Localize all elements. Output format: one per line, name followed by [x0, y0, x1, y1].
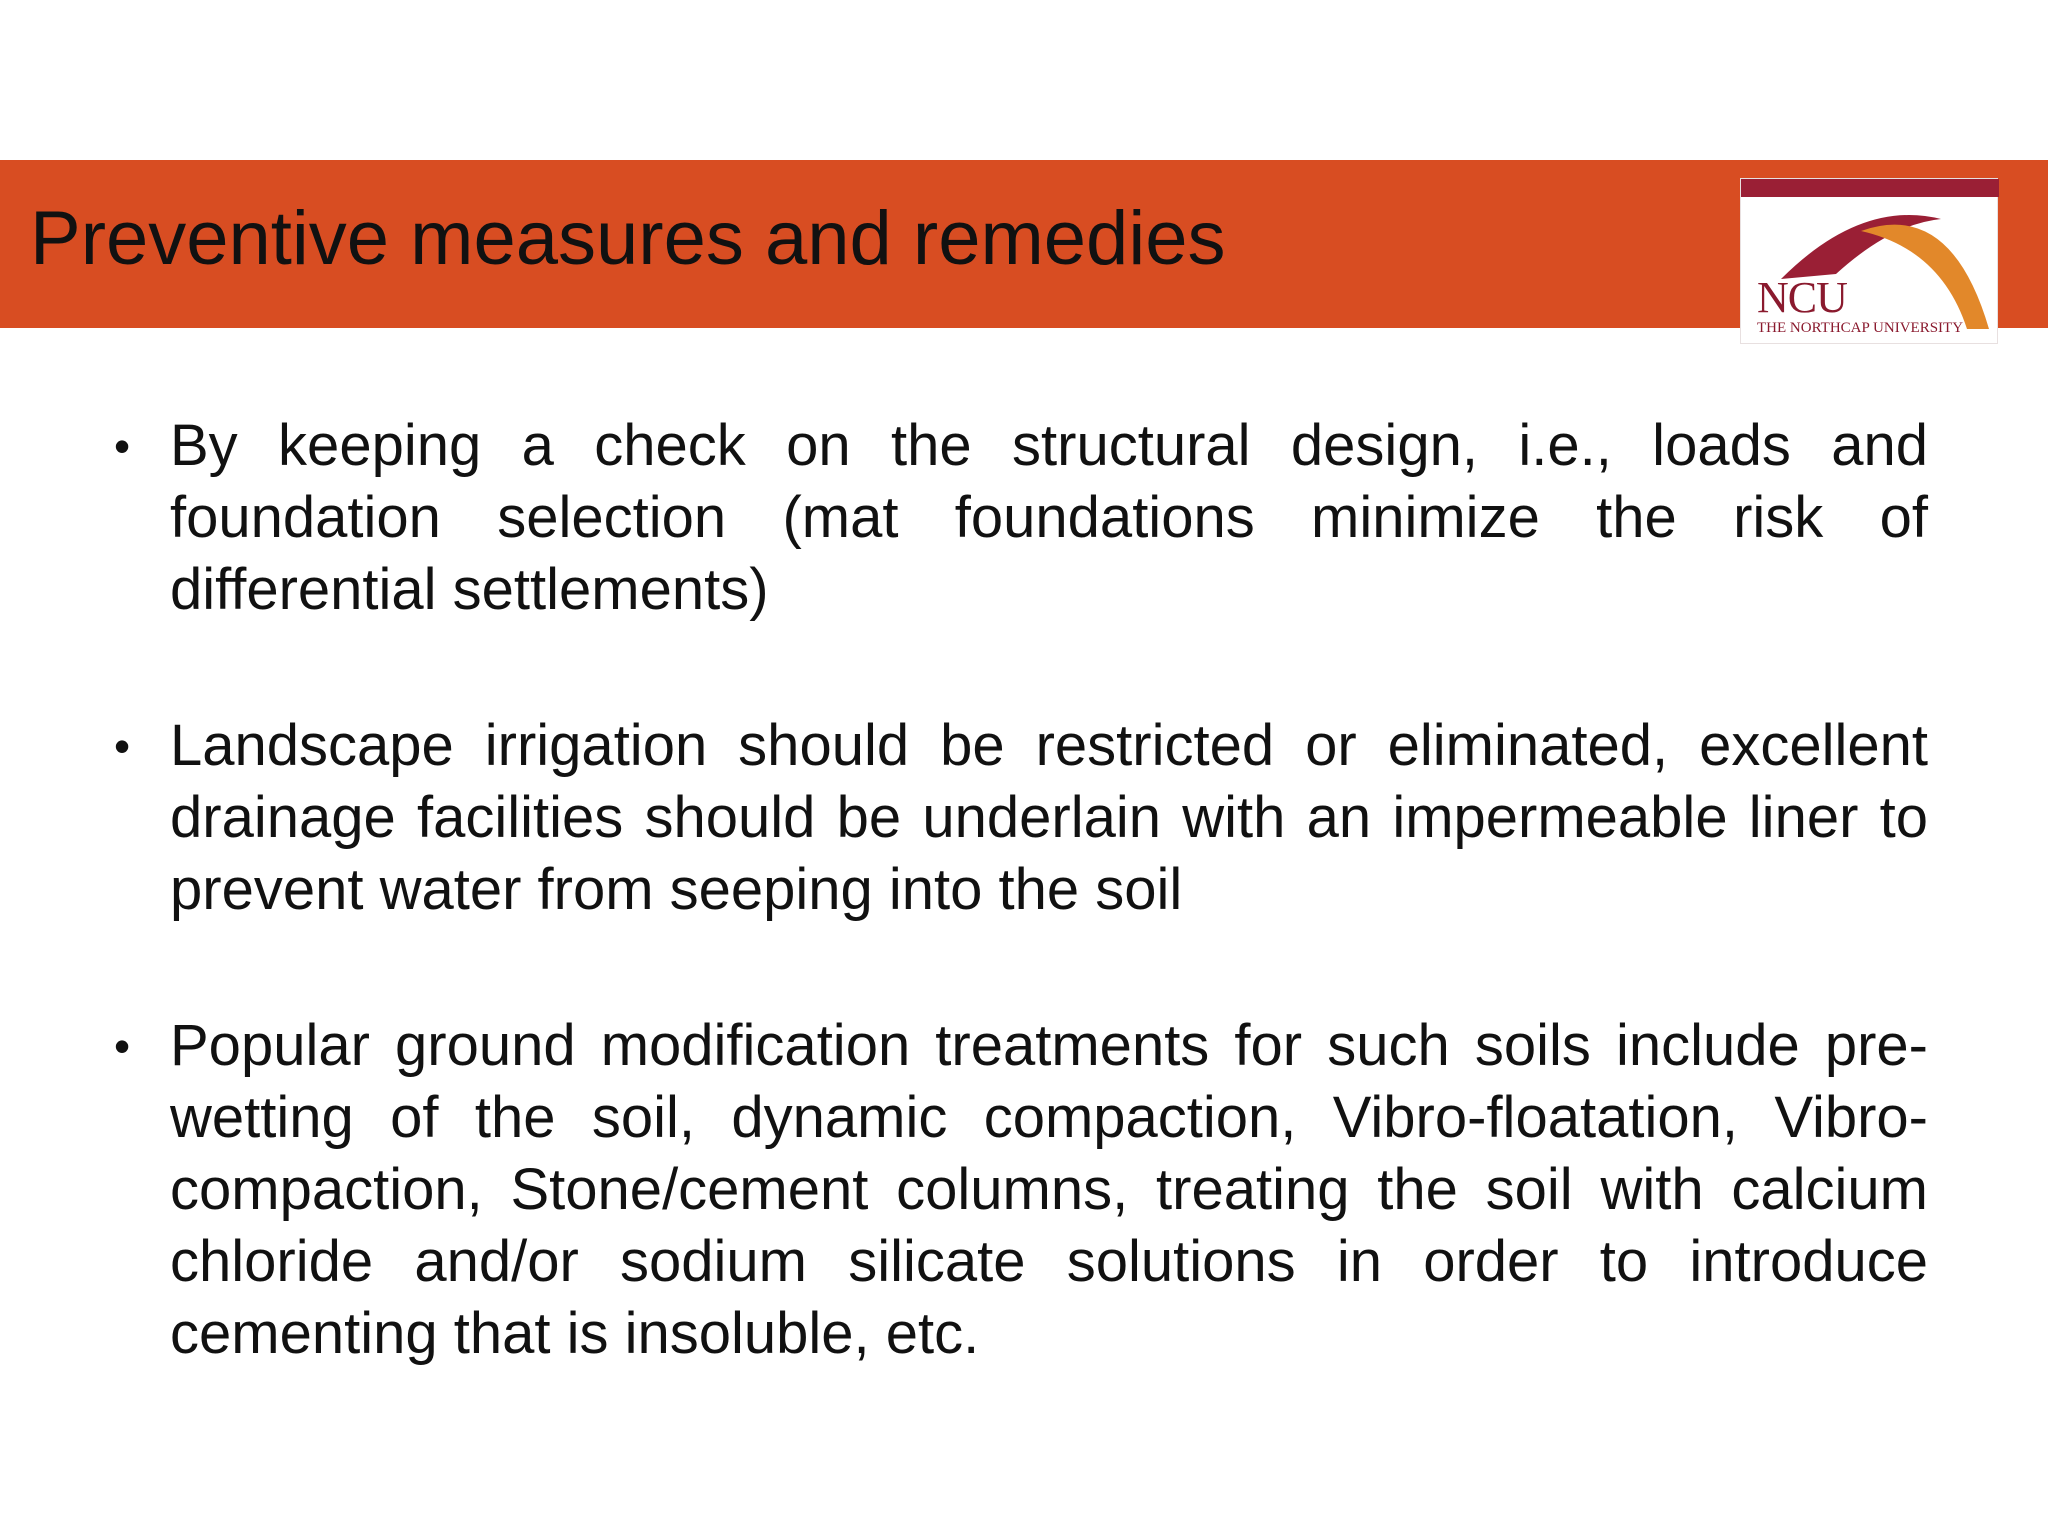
- bullet-text: Landscape irrigation should be restricted or eliminated, excellent drainage facilities should be underlain with an impermeable liner to prevent water from seeping into the soil: [170, 713, 1928, 922]
- bullet-text: Popular ground modification treatments for such soils include pre-wetting of the soil, dynamic compaction, Vibro-floatation, Vibro-compaction, Stone/cement columns, treating the soil with calcium chloride and/or sodium silicate solutions in order to introduce cementing that is insoluble, etc.: [170, 1013, 1928, 1366]
- bullet-item: [110, 1010, 1928, 1370]
- bullet-item: [110, 710, 1928, 926]
- logo-university-name: THE NORTHCAP UNIVERSITY: [1757, 320, 1964, 336]
- bullet-text: By keeping a check on the structural design, i.e., loads and foundation selection (mat foundations minimize the risk of differential settlements): [170, 413, 1928, 622]
- bullet-item: [110, 410, 1928, 626]
- bullet-list: [110, 410, 1928, 1370]
- slide-title: Preventive measures and remedies: [30, 196, 1226, 281]
- logo-abbreviation: NCU: [1757, 273, 1847, 322]
- bullet-marker: •: [114, 420, 131, 472]
- bullet-marker: •: [114, 720, 131, 772]
- bullet-marker: •: [114, 1020, 131, 1072]
- university-logo: [1740, 178, 1998, 344]
